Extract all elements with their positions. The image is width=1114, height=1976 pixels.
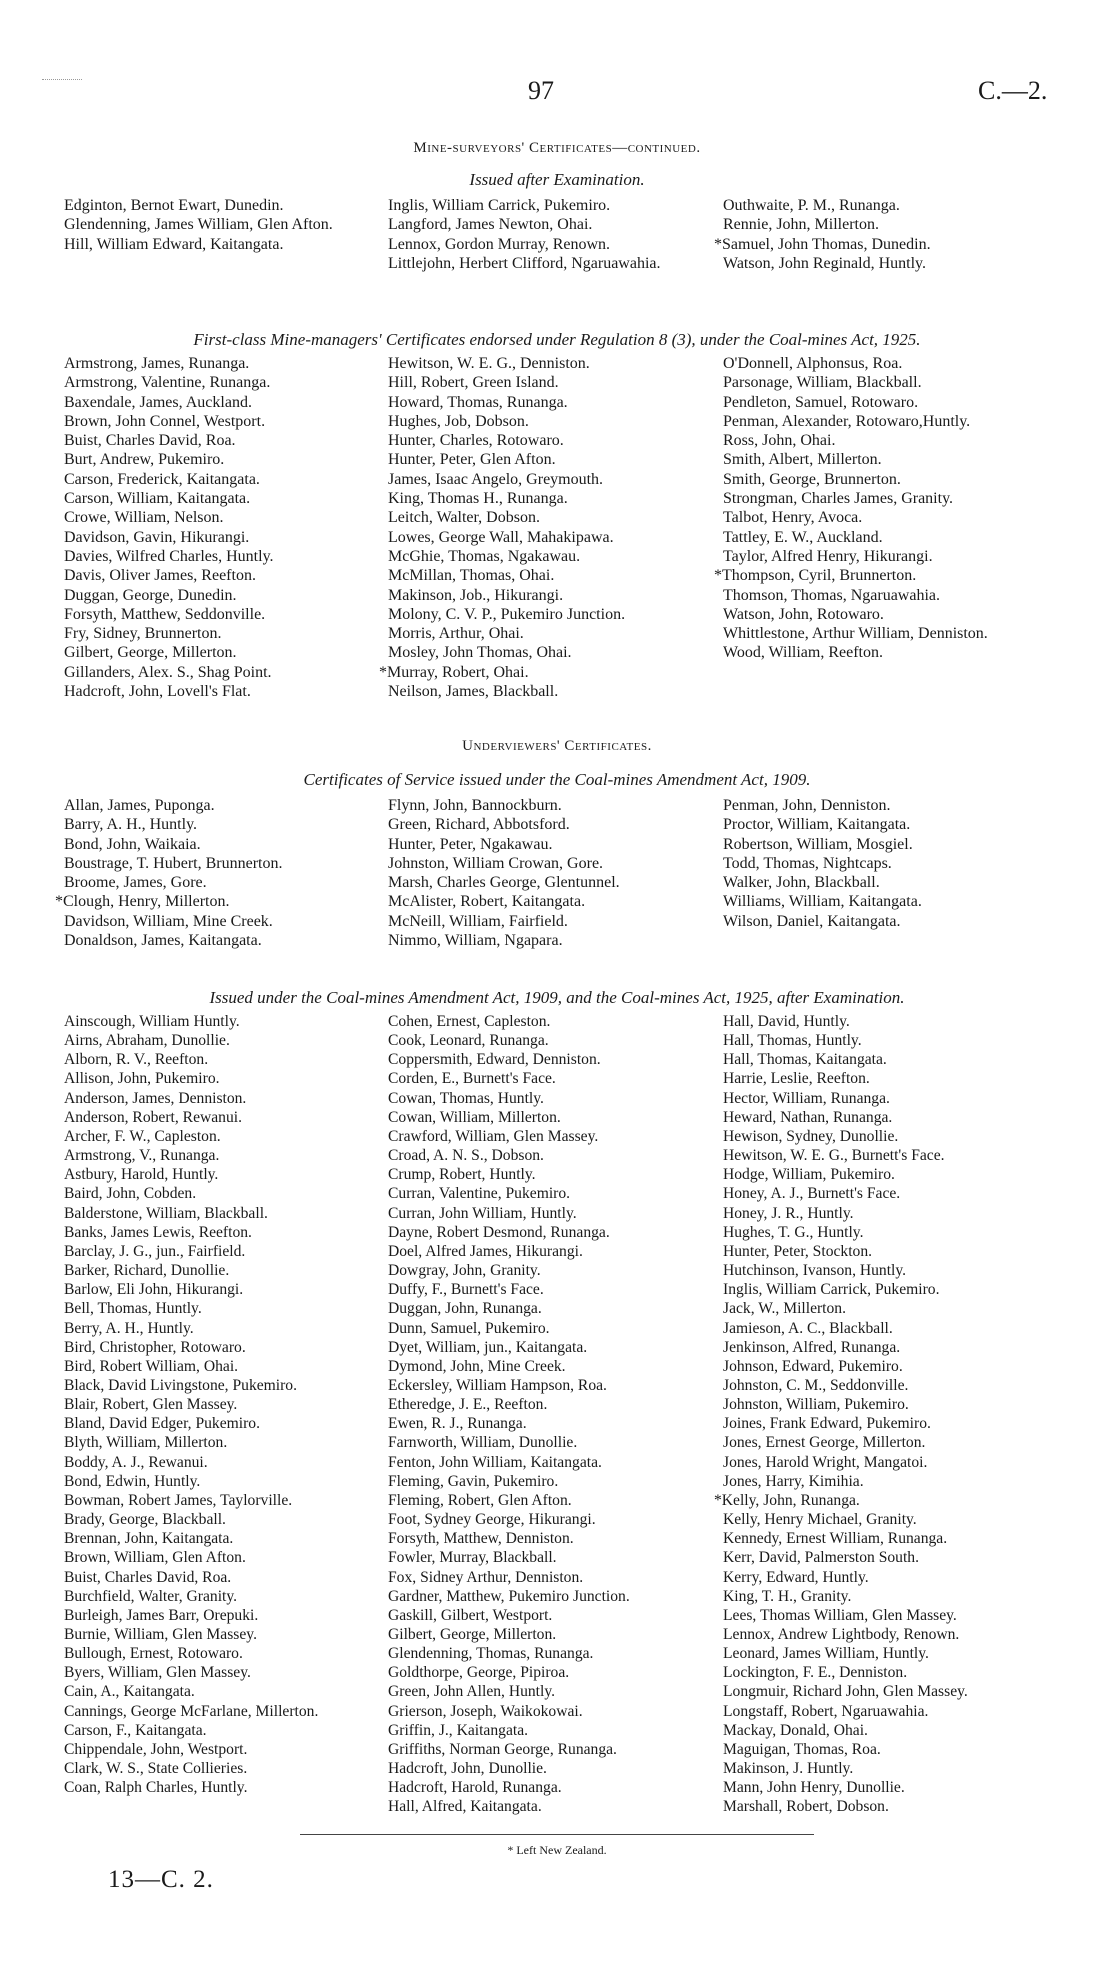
list-item: Todd, Thomas, Nightcaps. [723,854,892,872]
list-item: Hewitson, W. E. G., Burnett's Face. [723,1147,945,1165]
list-item: Dowgray, John, Granity. [388,1262,541,1280]
list-item: Hughes, T. G., Huntly. [723,1223,864,1241]
list-item: Blyth, William, Millerton. [64,1434,228,1452]
list-item: Astbury, Harold, Huntly. [64,1166,219,1184]
list-item: Forsyth, Matthew, Seddonville. [64,605,266,623]
list-item: Duggan, George, Dunedin. [64,586,237,604]
section1-column-3 [714,196,1055,273]
list-item: Burchfield, Walter, Granity. [64,1587,238,1605]
list-item: Armstrong, Valentine, Runanga. [64,374,271,392]
list-item: Robertson, William, Mosgiel. [723,835,913,853]
list-item: Lockington, F. E., Denniston. [723,1664,908,1682]
list-item: Hadcroft, John, Lovell's Flat. [64,683,251,701]
list-item: Boustrage, T. Hubert, Brunnerton. [64,854,283,872]
page-header [0,76,1114,116]
list-item: Davis, Oliver James, Reefton. [64,567,256,585]
list-item: *Kelly, John, Runanga. [714,1491,860,1509]
list-item: Griffiths, Norman George, Runanga. [388,1740,617,1758]
list-item: Cain, A., Kaitangata. [64,1683,195,1701]
list-item: Dayne, Robert Desmond, Runanga. [388,1223,610,1241]
list-item: Marsh, Charles George, Glentunnel. [388,874,620,892]
list-item: Hunter, Charles, Rotowaro. [388,432,564,450]
list-item: Tattley, E. W., Auckland. [723,528,883,546]
list-item: Curran, Valentine, Pukemiro. [388,1185,571,1203]
list-item: Pendleton, Samuel, Rotowaro. [723,393,919,411]
list-item: Hunter, Peter, Stockton. [723,1242,873,1260]
list-item: Hector, William, Runanga. [723,1089,890,1107]
section-title-underviewers: Underviewers' Certificates. [462,738,652,754]
list-item: *Samuel, John Thomas, Dunedin. [714,235,931,253]
list-item: Makinson, J. Huntly. [723,1760,854,1778]
list-item: Doel, Alfred James, Hikurangi. [388,1242,583,1260]
list-item: McAlister, Robert, Kaitangata. [388,893,586,911]
list-item: Hughes, Job, Dobson. [388,412,529,430]
list-item: Molony, C. V. P., Pukemiro Junction. [388,605,626,623]
list-item: Baxendale, James, Auckland. [64,393,252,411]
list-item: Baird, John, Cobden. [64,1185,197,1203]
subtitle-certificates-of-service: Certificates of Service issued under the Coal-mines Amendment Act, 1909. [303,770,811,789]
list-item: Etheredge, J. E., Reefton. [388,1396,548,1414]
list-item: Armstrong, James, Runanga. [64,355,250,372]
list-item: Burt, Andrew, Pukemiro. [64,451,225,469]
list-item: Airns, Abraham, Dunollie. [64,1032,230,1050]
list-item: Maguigan, Thomas, Roa. [723,1740,881,1758]
list-item: Smith, George, Brunnerton. [723,470,901,488]
list-item: Barclay, J. G., jun., Fairfield. [64,1242,246,1260]
list-item: Brennan, John, Kaitangata. [64,1530,234,1548]
document-code: C.—2. [978,76,1048,105]
list-item: Fry, Sidney, Brunnerton. [64,625,222,643]
list-item: Flynn, John, Bannockburn. [388,797,562,814]
list-item: Heward, Nathan, Runanga. [723,1108,893,1126]
list-item: Jack, W., Millerton. [723,1300,847,1318]
list-item: Balderstone, William, Blackball. [64,1204,268,1222]
list-item: Hall, Thomas, Huntly. [723,1032,862,1050]
list-item: Cowan, Thomas, Huntly. [388,1089,544,1107]
list-item: Gardner, Matthew, Pukemiro Junction. [388,1587,630,1605]
list-item: Edginton, Bernot Ewart, Dunedin. [64,197,284,214]
list-item: Crowe, William, Nelson. [64,509,224,527]
list-item: Davidson, William, Mine Creek. [64,912,273,930]
list-item: Eckersley, William Hampson, Roa. [388,1376,607,1394]
list-item: Williams, William, Kaitangata. [723,893,922,911]
list-item: Wood, William, Reefton. [723,644,883,662]
list-item: Penman, John, Denniston. [723,797,891,814]
list-item: Hutchinson, Ivanson, Huntly. [723,1262,907,1280]
list-item: Croad, A. N. S., Dobson. [388,1147,544,1165]
list-item: Lowes, George Wall, Mahakipawa. [388,528,614,546]
list-item: Johnston, William Crowan, Gore. [388,854,604,872]
list-item: McNeill, William, Fairfield. [388,912,568,930]
list-item: Jones, Harold Wright, Mangatoi. [723,1453,928,1471]
list-item: Outhwaite, P. M., Runanga. [723,197,900,214]
list-item: Anderson, Robert, Rewanui. [64,1108,242,1126]
list-item: Strongman, Charles James, Granity. [723,490,954,508]
list-item: Hewitson, W. E. G., Denniston. [388,355,590,372]
list-item: Cook, Leonard, Runanga. [388,1032,549,1050]
list-item: Donaldson, James, Kaitangata. [64,932,262,950]
list-item: Leonard, James William, Huntly. [723,1645,929,1663]
list-item: Inglis, William Carrick, Pukemiro. [388,197,611,214]
list-item: O'Donnell, Alphonsus, Roa. [723,355,903,372]
list-item: Jones, Harry, Kimihia. [723,1472,864,1490]
list-item: Fox, Sidney Arthur, Denniston. [388,1568,584,1586]
list-item: *Murray, Robert, Ohai. [379,663,529,681]
list-item: Honey, J. R., Huntly. [723,1204,854,1222]
list-item: Hall, Thomas, Kaitangata. [723,1051,887,1069]
list-item: Dymond, John, Mine Creek. [388,1357,566,1375]
list-item: Green, Richard, Abbotsford. [388,816,570,834]
list-item: Clark, W. S., State Collieries. [64,1760,248,1778]
list-item: Harrie, Leslie, Reefton. [723,1070,870,1088]
list-item: Cohen, Ernest, Capleston. [388,1013,551,1030]
list-item: Makinson, Job., Hikurangi. [388,586,564,604]
list-item: Barker, Richard, Dunollie. [64,1262,230,1280]
list-item: Duffy, F., Burnett's Face. [388,1281,544,1299]
list-item: Ewen, R. J., Runanga. [388,1415,527,1433]
list-item: Bell, Thomas, Huntly. [64,1300,202,1318]
list-item: Archer, F. W., Capleston. [64,1127,221,1145]
list-item: Brown, John Connel, Westport. [64,412,266,430]
list-item: Foot, Sydney George, Hikurangi. [388,1511,596,1529]
subtitle-issued-under-amendment-act: Issued under the Coal-mines Amendment Act, 1909, and the Coal-mines Act, 1925, after Examination. [209,988,905,1007]
list-item: Armstrong, V., Runanga. [64,1147,220,1165]
list-item: James, Isaac Angelo, Greymouth. [388,470,604,488]
list-item: Curran, John William, Huntly. [388,1204,577,1222]
list-item: Kennedy, Ernest William, Runanga. [723,1530,948,1548]
list-item: Smith, Albert, Millerton. [723,451,882,469]
list-item: Rennie, John, Millerton. [723,216,879,234]
list-item: Crawford, William, Glen Massey. [388,1127,599,1145]
list-item: Brown, William, Glen Afton. [64,1549,246,1567]
list-item: Neilson, James, Blackball. [388,683,559,701]
list-item: Boddy, A. J., Rewanui. [64,1453,208,1471]
list-item: Gaskill, Gilbert, Westport. [388,1606,553,1624]
list-item: Lennox, Gordon Murray, Renown. [388,235,611,253]
section4-column-3 [714,1012,1055,1817]
list-item: Bowman, Robert James, Taylorville. [64,1491,293,1509]
list-item: Kelly, Henry Michael, Granity. [723,1511,917,1529]
list-item: Fenton, John William, Kaitangata. [388,1453,602,1471]
page-number: 97 [528,76,554,105]
list-item: Black, David Livingstone, Pukemiro. [64,1376,298,1394]
list-item: Howard, Thomas, Runanga. [388,393,568,411]
list-item: Whittlestone, Arthur William, Denniston. [723,625,988,643]
section-title-mine-surveyors: Mine-surveyors' Certificates—continued. [413,140,701,156]
list-item: Fowler, Murray, Blackball. [388,1549,557,1567]
list-item: Littlejohn, Herbert Clifford, Ngaruawahia. [388,254,661,272]
list-item: Blair, Robert, Glen Massey. [64,1396,238,1414]
list-item: Byers, William, Glen Massey. [64,1664,251,1682]
list-item: Cowan, William, Millerton. [388,1108,561,1126]
list-item: McGhie, Thomas, Ngakawau. [388,547,581,565]
list-item: Kerry, Edward, Huntly. [723,1568,869,1586]
list-item: Davidson, Gavin, Hikurangi. [64,528,250,546]
list-item: Allan, James, Puponga. [64,797,215,814]
list-item: Buist, Charles David, Roa. [64,1568,232,1586]
list-item: Longmuir, Richard John, Glen Massey. [723,1683,968,1701]
list-item: Hill, William Edward, Kaitangata. [64,235,284,253]
list-item: Jones, Ernest George, Millerton. [723,1434,926,1452]
list-item: McMillan, Thomas, Ohai. [388,567,555,585]
section2-column-1 [64,354,384,701]
list-item: Davies, Wilfred Charles, Huntly. [64,547,274,565]
section4-column-2 [388,1012,718,1817]
list-item: Hodge, William, Pukemiro. [723,1166,895,1184]
list-item: Johnston, William, Pukemiro. [723,1396,909,1414]
list-item: *Clough, Henry, Millerton. [55,893,230,911]
list-item: Joines, Frank Edward, Pukemiro. [723,1415,931,1433]
list-item: Barry, A. H., Huntly. [64,816,198,834]
footnote: * Left New Zealand. [507,1843,607,1857]
list-item: Berry, A. H., Huntly. [64,1319,194,1337]
list-item: Lennox, Andrew Lightbody, Renown. [723,1626,960,1643]
list-item: Mackay, Donald, Ohai. [723,1721,868,1739]
list-item: Bird, Robert William, Ohai. [64,1357,239,1375]
list-item: Goldthorpe, George, Pipiroa. [388,1664,570,1682]
list-item: Chippendale, John, Westport. [64,1740,248,1758]
list-item: Bland, David Edger, Pukemiro. [64,1415,260,1433]
list-item: Carson, F., Kaitangata. [64,1721,207,1739]
list-item: Jamieson, A. C., Blackball. [723,1319,893,1337]
list-item: Anderson, James, Denniston. [64,1089,247,1107]
list-item: Taylor, Alfred Henry, Hikurangi. [723,547,933,565]
list-item: Allison, John, Pukemiro. [64,1070,220,1088]
section1-column-2 [388,196,718,273]
subtitle-issued-after-examination: Issued after Examination. [469,170,645,189]
list-item: Nimmo, William, Ngapara. [388,932,563,950]
list-item: Hunter, Peter, Ngakawau. [388,835,553,853]
list-item: Johnston, C. M., Seddonville. [723,1376,909,1394]
list-item: Forsyth, Matthew, Denniston. [388,1530,574,1548]
list-item: Hadcroft, John, Dunollie. [388,1760,547,1778]
section3-column-1 [55,796,384,950]
list-item: Bond, John, Waikaia. [64,835,201,853]
list-item: Brady, George, Blackball. [64,1511,226,1529]
list-item: Hewison, Sydney, Dunollie. [723,1127,899,1145]
list-item: Fleming, Gavin, Pukemiro. [388,1472,559,1490]
list-item: Hall, Alfred, Kaitangata. [388,1798,542,1816]
list-item: Coan, Ralph Charles, Huntly. [64,1779,248,1797]
list-item: Hadcroft, Harold, Runanga. [388,1779,562,1797]
printer-signature: 13—C. 2. [108,1866,214,1893]
list-item: Mann, John Henry, Dunollie. [723,1779,905,1797]
list-item: Coppersmith, Edward, Denniston. [388,1051,601,1069]
list-item: *Thompson, Cyril, Brunnerton. [714,567,917,585]
list-item: Thomson, Thomas, Ngaruawahia. [723,586,940,604]
list-item: Broome, James, Gore. [64,874,207,892]
list-item: Crump, Robert, Huntly. [388,1166,536,1184]
list-item: Alborn, R. V., Reefton. [64,1051,209,1069]
list-item: Ross, John, Ohai. [723,432,836,450]
list-item: Bird, Christopher, Rotowaro. [64,1338,246,1356]
section2-column-2 [379,354,718,701]
list-item: Mosley, John Thomas, Ohai. [388,644,572,662]
list-item: Walker, John, Blackball. [723,874,880,892]
list-item: Bullough, Ernest, Rotowaro. [64,1645,243,1663]
list-item: Johnson, Edward, Pukemiro. [723,1357,903,1375]
list-item: Inglis, William Carrick, Pukemiro. [723,1281,940,1299]
list-item: Langford, James Newton, Ohai. [388,216,593,234]
list-item: Lees, Thomas William, Glen Massey. [723,1606,957,1624]
section3-column-3 [723,796,1055,931]
list-item: Fleming, Robert, Glen Afton. [388,1491,572,1509]
list-item: Gilbert, George, Millerton. [388,1626,557,1643]
list-item: Gillanders, Alex. S., Shag Point. [64,663,272,681]
list-item: Buist, Charles David, Roa. [64,432,236,450]
list-item: Hall, David, Huntly. [723,1013,850,1030]
list-item: Watson, John, Rotowaro. [723,605,884,623]
list-item: Corden, E., Burnett's Face. [388,1070,556,1088]
list-item: Penman, Alexander, Rotowaro,Huntly. [723,412,971,430]
list-item: Carson, William, Kaitangata. [64,490,251,508]
list-item: Dyet, William, jun., Kaitangata. [388,1338,588,1356]
list-item: Cannings, George McFarlane, Millerton. [64,1702,319,1720]
list-item: Griffin, J., Kaitangata. [388,1721,529,1739]
list-item: Burnie, William, Glen Massey. [64,1626,257,1643]
list-item: Ainscough, William Huntly. [64,1013,240,1030]
list-item: Jenkinson, Alfred, Runanga. [723,1338,901,1356]
list-item: Longstaff, Robert, Ngaruawahia. [723,1702,929,1720]
list-item: Burleigh, James Barr, Orepuki. [64,1606,259,1624]
section2-column-3 [714,354,1055,663]
list-item: Leitch, Walter, Dobson. [388,509,540,527]
list-item: Grierson, Joseph, Waikokowai. [388,1702,583,1720]
subtitle-first-class-mine-managers: First-class Mine-managers' Certificates endorsed under Regulation 8 (3), under the Coal-mines Act, 1925. [193,330,921,349]
list-item: Talbot, Henry, Avoca. [723,509,863,527]
footnote-rule [300,1834,814,1835]
list-item: Honey, A. J., Burnett's Face. [723,1185,901,1203]
list-item: Duggan, John, Runanga. [388,1300,542,1318]
list-item: Glendenning, James William, Glen Afton. [64,216,333,234]
list-item: Dunn, Samuel, Pukemiro. [388,1319,550,1337]
list-item: Green, John Allen, Huntly. [388,1683,556,1701]
list-item: Carson, Frederick, Kaitangata. [64,470,260,488]
list-item: Glendenning, Thomas, Runanga. [388,1645,594,1663]
list-item: Hunter, Peter, Glen Afton. [388,451,556,469]
list-item: Barlow, Eli John, Hikurangi. [64,1281,244,1299]
list-item: Bond, Edwin, Huntly. [64,1472,201,1490]
list-item: Gilbert, George, Millerton. [64,644,237,662]
section4-column-1 [64,1012,384,1797]
list-item: Kerr, David, Palmerston South. [723,1549,920,1567]
list-item: Farnworth, William, Dunollie. [388,1434,578,1452]
list-item: Morris, Arthur, Ohai. [388,625,524,643]
list-item: Parsonage, William, Blackball. [723,374,922,392]
list-item: Proctor, William, Kaitangata. [723,816,911,834]
section1-column-1 [64,196,384,254]
list-item: Marshall, Robert, Dobson. [723,1798,889,1816]
list-item: King, Thomas H., Runanga. [388,490,568,508]
list-item: Watson, John Reginald, Huntly. [723,254,926,272]
section3-column-2 [388,796,718,950]
list-item: Hill, Robert, Green Island. [388,374,559,392]
list-item: King, T. H., Granity. [723,1587,852,1605]
list-item: Wilson, Daniel, Kaitangata. [723,912,901,930]
list-item: Banks, James Lewis, Reefton. [64,1223,252,1241]
